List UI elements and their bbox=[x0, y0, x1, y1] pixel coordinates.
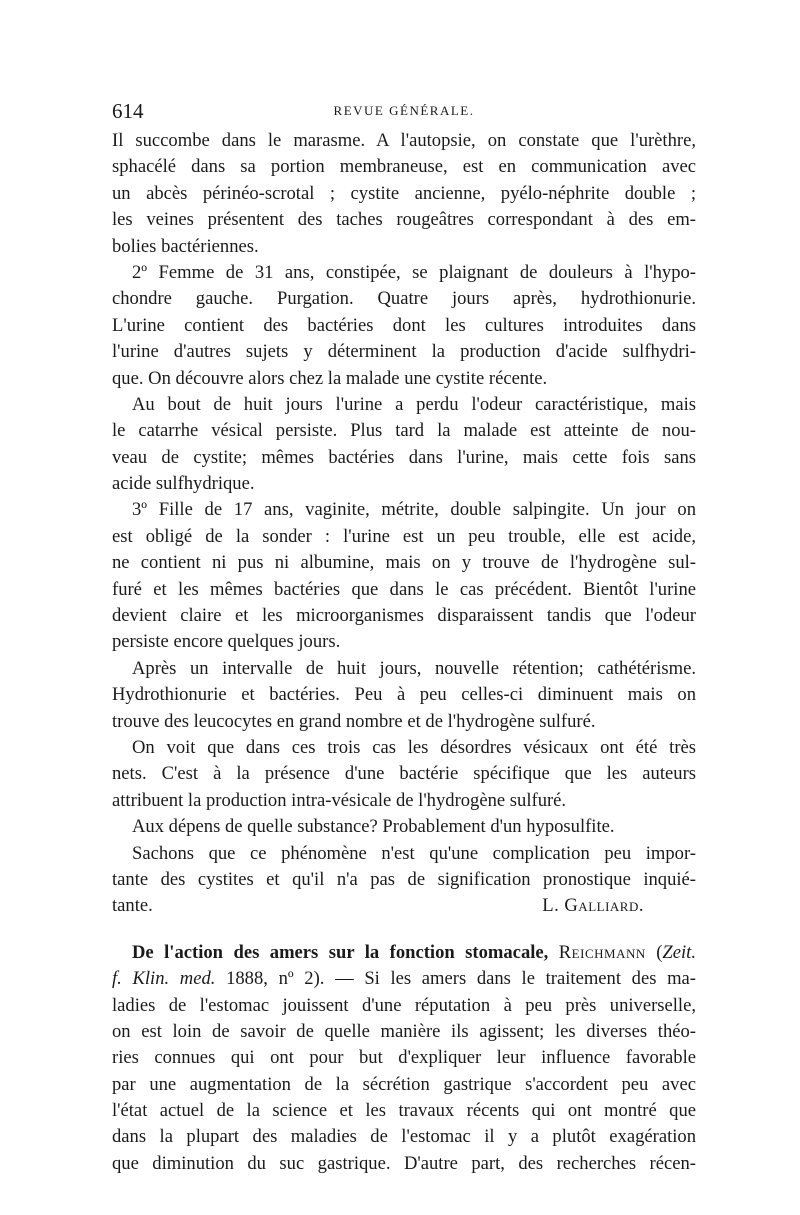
text-line: sphacélé dans sa portion membraneuse, est en communication avec bbox=[112, 156, 696, 178]
text-line: le catarrhe vésical persiste. Plus tard la malade est atteinte de nou- bbox=[112, 420, 696, 442]
text-line: on est loin de savoir de quelle manière ils agissent; les diverses théo- bbox=[112, 1020, 696, 1042]
citation-open: ( bbox=[656, 941, 663, 963]
section-gap bbox=[112, 920, 696, 940]
text-line: attribuent la production intra-vésicale de l'hydrogène sulfuré. bbox=[112, 789, 567, 811]
article-text-start: — Si les amers dans le traitement des ma- bbox=[335, 968, 696, 990]
article-amers bbox=[112, 940, 696, 1178]
page-number: 614 bbox=[112, 99, 144, 123]
text-line: Après un intervalle de huit jours, nouvelle rétention; cathétérisme. bbox=[132, 657, 696, 679]
text-line: que diminution du suc gastrique. D'autre part, des recherches récen- bbox=[112, 1152, 696, 1174]
text-line: ne contient ni pus ni albumine, mais on y trouve de l'hydrogène sul- bbox=[112, 552, 696, 574]
text-line: les veines présentent des taches rougeâtres correspondant à des em- bbox=[112, 209, 696, 231]
text-line: que. On découvre alors chez la malade une cystite récente. bbox=[112, 367, 548, 389]
text-line: 3º Fille de 17 ans, vaginite, métrite, double salpingite. Un jour on bbox=[132, 499, 696, 521]
article-citation-line bbox=[112, 966, 696, 992]
text-line: 2º Femme de 31 ans, constipée, se plaignant de douleurs à l'hypo- bbox=[132, 261, 696, 283]
running-title: REVUE GÉNÉRALE. bbox=[333, 103, 475, 118]
closing-word: tante. bbox=[112, 895, 153, 917]
article-author: Reichmann bbox=[558, 941, 646, 963]
journal-year-issue: 1888, nº 2). bbox=[226, 968, 325, 990]
text-line: devient claire et les microorganismes disparaissent tandis que l'odeur bbox=[112, 605, 696, 627]
text-line: l'urine d'autres sujets y déterminent la production d'acide sulfhydri- bbox=[112, 341, 696, 363]
paragraph-autopsy bbox=[112, 128, 696, 260]
signature: L. Galliard. bbox=[542, 895, 644, 917]
text-line: On voit que dans ces trois cas les désordres vésicaux ont été très bbox=[132, 736, 696, 758]
paragraph-case-3-followup bbox=[112, 656, 696, 735]
paragraph-closing bbox=[112, 841, 696, 920]
journal-name: Zeit. bbox=[662, 941, 696, 963]
text-line: Sachons que ce phénomène n'est qu'une complication peu impor- bbox=[132, 842, 696, 864]
text-line: tante des cystites et qu'il n'a pas de signification pronostique inquié- bbox=[112, 868, 696, 890]
text-line: furé et les mêmes bactéries que dans le cas précédent. Bientôt l'urine bbox=[112, 578, 696, 600]
text-line-with-signature bbox=[112, 893, 696, 919]
text-line: Au bout de huit jours l'urine a perdu l'odeur caractéristique, mais bbox=[132, 393, 696, 415]
article-title: De l'action des amers sur la fonction stomacale, bbox=[132, 941, 549, 963]
text-line: Hydrothionurie et bactéries. Peu à peu celles-ci diminuent mais on bbox=[112, 684, 696, 706]
paragraph-case-3 bbox=[112, 497, 696, 655]
text-line: par une augmentation de la sécrétion gastrique s'accordent peu avec bbox=[112, 1073, 696, 1095]
text-line: veau de cystite; mêmes bactéries dans l'urine, mais cette fois sans bbox=[112, 446, 696, 468]
text-line: ries connues qui ont pour but d'expliquer leur influence favorable bbox=[112, 1047, 696, 1069]
text-line: acide sulfhydrique. bbox=[112, 473, 255, 495]
text-line: L'urine contient des bactéries dont les cultures introduites dans bbox=[112, 314, 696, 336]
paragraph-question bbox=[112, 814, 696, 840]
paragraph-case-2-followup bbox=[112, 392, 696, 498]
paragraph-case-2 bbox=[112, 260, 696, 392]
text-line: trouve des leucocytes en grand nombre et de l'hydrogène sulfuré. bbox=[112, 710, 596, 732]
text-line: dans la plupart des maladies de l'estomac il y a plutôt exagération bbox=[112, 1126, 696, 1148]
text-line: nets. C'est à la présence d'une bactérie spécifique que les auteurs bbox=[112, 763, 696, 785]
text-line: bolies bactériennes. bbox=[112, 235, 259, 257]
text-line: l'état actuel de la science et les travaux récents qui ont montré que bbox=[112, 1100, 696, 1122]
article-title-line bbox=[112, 940, 696, 966]
journal-name-cont: f. Klin. med. bbox=[112, 968, 216, 990]
text-line: persiste encore quelques jours. bbox=[112, 631, 341, 653]
paragraph-conclusion bbox=[112, 735, 696, 814]
text-line: Aux dépens de quelle substance? Probablement d'un hyposulfite. bbox=[132, 816, 615, 838]
text-line: Il succombe dans le marasme. A l'autopsie, on constate que l'urèthre, bbox=[112, 130, 696, 151]
document-page bbox=[112, 98, 696, 1177]
text-line: ladies de l'estomac jouissent d'une réputation à peu près universelle, bbox=[112, 994, 696, 1016]
text-line: chondre gauche. Purgation. Quatre jours après, hydrothionurie. bbox=[112, 288, 696, 310]
running-head bbox=[112, 98, 696, 128]
text-line: un abcès périnéo-scrotal ; cystite ancienne, pyélo-néphrite double ; bbox=[112, 182, 696, 204]
text-line: est obligé de la sonder : l'urine est un peu trouble, elle est acide, bbox=[112, 525, 696, 547]
